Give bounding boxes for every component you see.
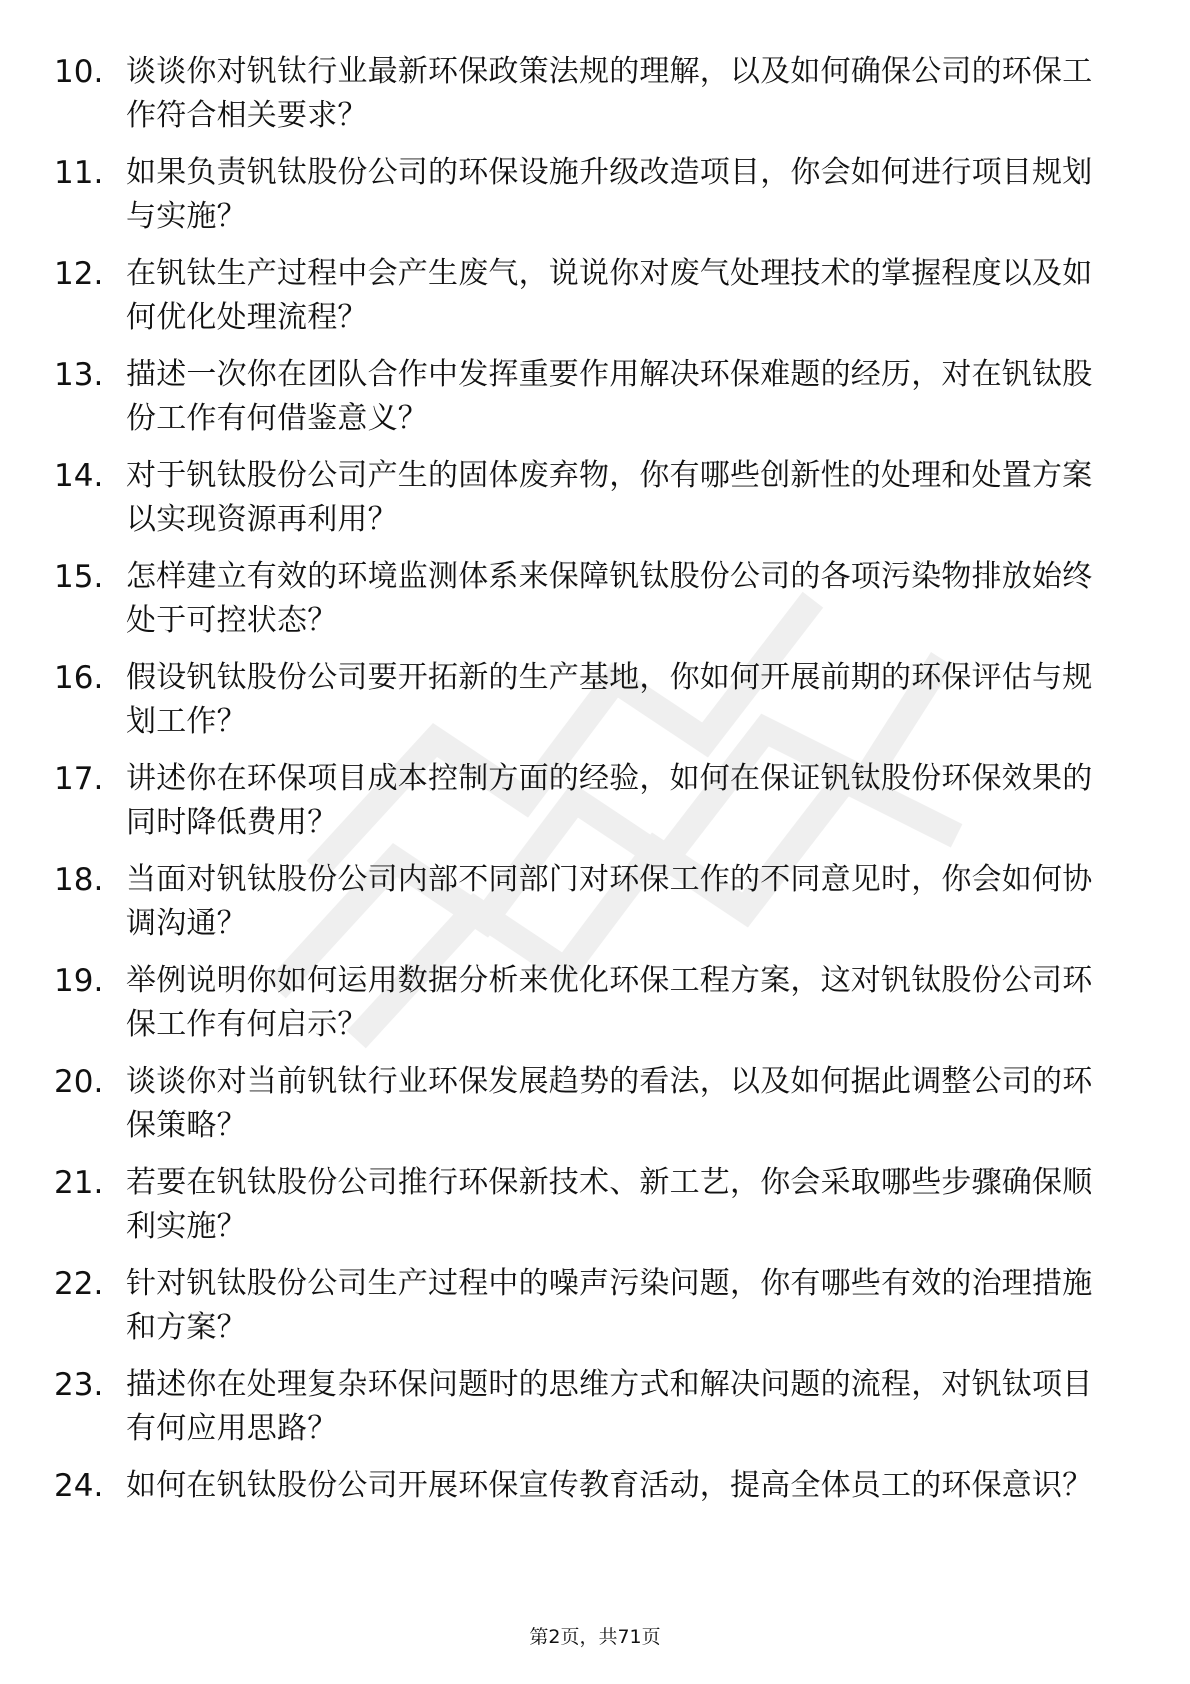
question-text: 谈谈你对当前钒钛行业环保发展趋势的看法，以及如何据此调整公司的环保策略？ — [126, 1064, 1093, 1143]
question-text: 举例说明你如何运用数据分析来优化环保工程方案，这对钒钛股份公司环保工作有何启示？ — [126, 963, 1093, 1042]
question-number: 13. — [54, 357, 104, 393]
question-text: 谈谈你对钒钛行业最新环保政策法规的理解，以及如何确保公司的环保工作符合相关要求？ — [126, 54, 1093, 133]
question-text: 对于钒钛股份公司产生的固体废弃物，你有哪些创新性的处理和处置方案以实现资源再利用？ — [126, 458, 1093, 537]
question-number: 16. — [54, 660, 104, 696]
question-item — [54, 1262, 1114, 1350]
page-footer — [0, 1624, 1190, 1650]
question-number: 20. — [54, 1064, 104, 1100]
question-item — [54, 1464, 1114, 1508]
question-text: 讲述你在环保项目成本控制方面的经验，如何在保证钒钛股份环保效果的同时降低费用？ — [126, 761, 1093, 840]
question-item — [54, 656, 1114, 744]
question-number: 17. — [54, 761, 104, 797]
question-number: 14. — [54, 458, 104, 494]
question-item — [54, 1363, 1114, 1451]
question-number: 23. — [54, 1367, 104, 1403]
page-number-label: 第2页，共71页 — [529, 1626, 661, 1648]
question-list — [54, 50, 1114, 1521]
question-number: 22. — [54, 1266, 104, 1302]
question-text: 假设钒钛股份公司要开拓新的生产基地，你如何开展前期的环保评估与规划工作？ — [126, 660, 1093, 739]
question-item — [54, 151, 1114, 239]
question-text: 若要在钒钛股份公司推行环保新技术、新工艺，你会采取哪些步骤确保顺利实施？ — [126, 1165, 1093, 1244]
question-text: 描述你在处理复杂环保问题时的思维方式和解决问题的流程，对钒钛项目有何应用思路？ — [126, 1367, 1093, 1446]
question-number: 11. — [54, 155, 104, 191]
question-text: 如果负责钒钛股份公司的环保设施升级改造项目，你会如何进行项目规划与实施？ — [126, 155, 1093, 234]
question-item — [54, 858, 1114, 946]
question-number: 12. — [54, 256, 104, 292]
question-number: 21. — [54, 1165, 104, 1201]
question-item — [54, 1060, 1114, 1148]
question-number: 19. — [54, 963, 104, 999]
question-item — [54, 252, 1114, 340]
question-number: 15. — [54, 559, 104, 595]
question-number: 24. — [54, 1468, 104, 1504]
question-text: 如何在钒钛股份公司开展环保宣传教育活动，提高全体员工的环保意识？ — [126, 1468, 1093, 1503]
question-item — [54, 757, 1114, 845]
question-item — [54, 555, 1114, 643]
question-text: 描述一次你在团队合作中发挥重要作用解决环保难题的经历，对在钒钛股份工作有何借鉴意义？ — [126, 357, 1093, 436]
question-text: 在钒钛生产过程中会产生废气，说说你对废气处理技术的掌握程度以及如何优化处理流程？ — [126, 256, 1093, 335]
question-text: 当面对钒钛股份公司内部不同部门对环保工作的不同意见时，你会如何协调沟通？ — [126, 862, 1093, 941]
question-item — [54, 454, 1114, 542]
question-number: 18. — [54, 862, 104, 898]
question-text: 怎样建立有效的环境监测体系来保障钒钛股份公司的各项污染物排放始终处于可控状态？ — [126, 559, 1093, 638]
question-item — [54, 50, 1114, 138]
question-item — [54, 1161, 1114, 1249]
question-item — [54, 353, 1114, 441]
question-item — [54, 959, 1114, 1047]
question-text: 针对钒钛股份公司生产过程中的噪声污染问题，你有哪些有效的治理措施和方案？ — [126, 1266, 1093, 1345]
question-number: 10. — [54, 54, 104, 90]
